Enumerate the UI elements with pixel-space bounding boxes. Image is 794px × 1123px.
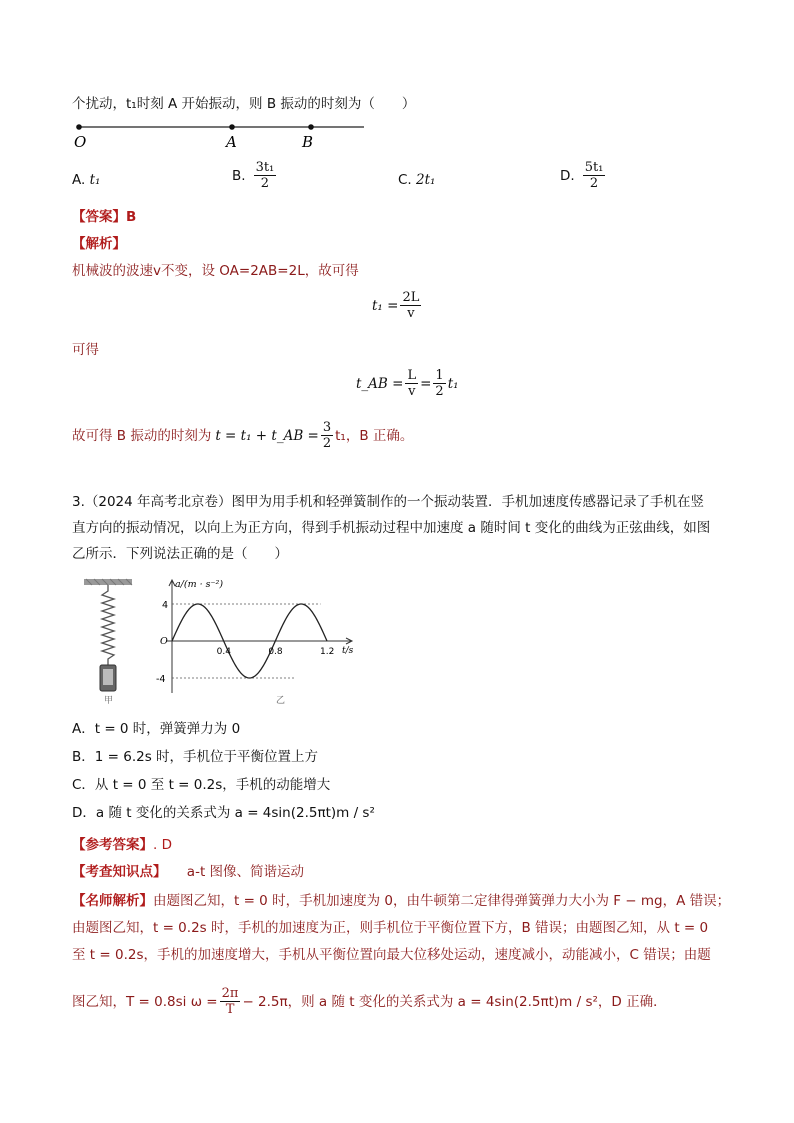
- q3-teacher-line4: 图乙知，T = 0.8s i ω = $\frac{2\pi}{T}$ − 2.5π，则 a 随 t 变化的关系式为 a = 4sin(2.5πt)m / s²，D 正确．: [72, 986, 667, 1017]
- q3-stem-line2: 直方向的振动情况，以向上为正方向，得到手机振动过程中加速度 a 随时间 t 变化的曲线为正弦曲线，如图: [72, 520, 711, 536]
- q3-figure: [80, 575, 370, 705]
- equation-2: t_AB = $\frac{L}{v}$ = $\frac{1}{2}$ t₁: [356, 368, 459, 399]
- label-jia: 甲: [104, 696, 114, 705]
- q2-option-c: C. 2t₁: [398, 172, 436, 188]
- q3-option-b: B．1 = 6.2s 时，手机位于平衡位置上方: [72, 749, 319, 765]
- label-a: A: [226, 133, 237, 151]
- q3-option-c: C．从 t = 0 至 t = 0.2s，手机的动能增大: [72, 777, 331, 793]
- q2-stem: 个扰动，t₁时刻 A 开始振动，则 B 振动的时刻为（ ）: [72, 96, 416, 112]
- q3-teacher-line3: 至 t = 0.2s，手机的加速度增大，手机从平衡位置向最大位移处运动，速度减小，动能减小，C 错误；由题: [72, 947, 711, 963]
- number-line-figure: [72, 118, 372, 152]
- point-b: [308, 124, 314, 130]
- y-axis-label: a/(m · s⁻²): [175, 579, 224, 590]
- q3-stem-line3: 乙所示．下列说法正确的是（ ）: [72, 546, 288, 562]
- spring: [102, 585, 114, 665]
- at-chart: [156, 579, 354, 705]
- label-b: B: [302, 133, 314, 151]
- x-tick-1.2: 1.2: [320, 647, 335, 657]
- q2-option-d: D. $\frac{\text{5t₁}}{2}$: [560, 160, 604, 191]
- q3-teacher-line1: 【名师解析】由题图乙知，t = 0 时，手机加速度为 0，由牛顿第二定律得弹簧弹力大小为 F − mg，A 错误；: [72, 893, 731, 909]
- q3-option-a: A．t = 0 时，弹簧弹力为 0: [72, 721, 241, 737]
- x-tick-0.8: 0.8: [268, 647, 283, 657]
- q3-option-d: D．a 随 t 变化的关系式为 a = 4sin(2.5πt)m / s²: [72, 805, 375, 821]
- q3-teacher-line2: 由题图乙知，t = 0.2s 时，手机的加速度为正，则手机位于平衡位置下方，B 错误；由题图乙知，从 t = 0: [72, 920, 709, 936]
- y-tick-neg4: -4: [156, 674, 166, 685]
- x-tick-0.4: 0.4: [216, 647, 231, 657]
- q3-knowledge: 【考查知识点】 a-t 图像、简谐运动: [72, 864, 305, 880]
- label-o: O: [74, 133, 87, 151]
- q3-stem-line1: 3.（2024 年高考北京卷）图甲为用手机和轻弹簧制作的一个振动装置．手机加速度传感器记录了手机在竖: [72, 494, 705, 510]
- x-axis-label: t/s: [342, 646, 354, 656]
- equation-1: t₁ = $\frac{2L}{v}$: [372, 290, 420, 321]
- q2-option-a: A. t₁: [72, 172, 101, 188]
- point-o: [76, 124, 82, 130]
- q2-analysis-label: 【解析】: [72, 236, 126, 252]
- label-yi: 乙: [276, 696, 286, 705]
- q2-keyi: 可得: [72, 342, 99, 358]
- point-a: [229, 124, 235, 130]
- q2-analysis-line1: 机械波的波速v不变，设 OA=2AB=2L，故可得: [72, 263, 359, 279]
- q3-ref-answer: 【参考答案】. D: [72, 837, 172, 853]
- y-tick-4: 4: [162, 600, 169, 611]
- q2-conclusion: 故可得 B 振动的时刻为 t = t₁ + t_AB = $\frac{3}{2}$ t₁，B 正确。: [72, 420, 414, 451]
- q2-answer: 【答案】B: [72, 209, 137, 225]
- origin-label: O: [160, 636, 168, 647]
- q2-option-b: B. $\frac{\text{3t₁}}{2}$: [232, 160, 275, 191]
- spring-device: [84, 579, 132, 705]
